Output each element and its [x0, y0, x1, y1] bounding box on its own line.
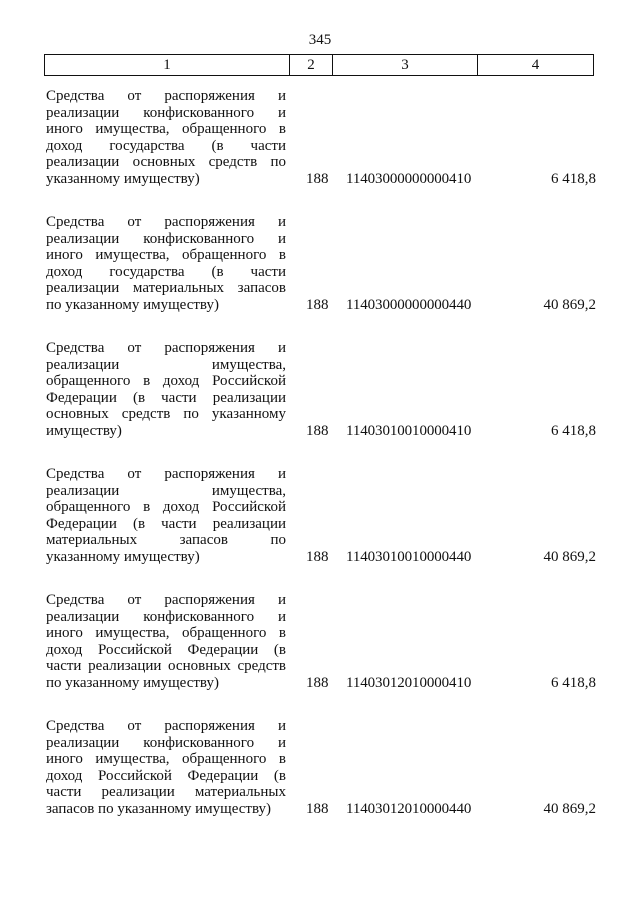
table-row: [44, 592, 596, 718]
description-line: указанному имуществу): [46, 548, 200, 565]
row-admin-code: 188: [306, 801, 329, 817]
row-amount: 6 418,8: [551, 171, 596, 187]
row-description: [46, 340, 286, 440]
row-amount: 40 869,2: [543, 549, 596, 565]
description-line: обращенного в доход Российской: [46, 499, 286, 516]
description-line: Средства от распоряжения и: [46, 718, 286, 734]
row-amount: 40 869,2: [543, 297, 596, 313]
row-classification-code: 11403000000000440: [346, 297, 472, 313]
description-line: реализации конфискованного и: [46, 608, 286, 625]
description-line: имуществу): [46, 422, 122, 439]
row-classification-code: 11403010010000410: [346, 423, 472, 439]
description-line: по указанному имуществу): [46, 296, 219, 313]
description-line: иного имущества, обращенного в: [46, 751, 286, 768]
row-amount: 6 418,8: [551, 423, 596, 439]
description-line: указанному имуществу): [46, 170, 200, 187]
table-row: [44, 718, 596, 844]
row-admin-code: 188: [306, 297, 329, 313]
row-classification-code: 11403010010000440: [346, 549, 472, 565]
description-line: реализации конфискованного и: [46, 104, 286, 121]
row-description: [46, 88, 286, 188]
column-header-row: [45, 55, 594, 76]
description-line: по указанному имуществу): [46, 674, 219, 691]
row-classification-code: 11403012010000410: [346, 675, 472, 691]
description-line: основных средств по указанному: [46, 406, 286, 423]
description-line: Средства от распоряжения и: [46, 592, 286, 608]
row-description: [46, 466, 286, 566]
row-classification-code: 11403012010000440: [346, 801, 472, 817]
description-line: Федерации (в части реализации: [46, 515, 286, 532]
description-line: реализации конфискованного и: [46, 230, 286, 247]
description-line: иного имущества, обращенного в: [46, 247, 286, 264]
row-description: [46, 718, 286, 818]
description-line: запасов по указанному имуществу): [46, 800, 272, 817]
description-line: материальных запасов по: [46, 532, 286, 549]
description-line: доход государства (в части: [46, 263, 286, 280]
description-line: части реализации основных средств: [46, 658, 286, 675]
row-classification-code: 11403000000000410: [346, 171, 472, 187]
revenue-rows: [44, 88, 596, 844]
column-header-table: [44, 54, 594, 76]
description-line: доход государства (в части: [46, 137, 286, 154]
column-header-1: 1: [45, 55, 290, 76]
description-line: реализации материальных запасов: [46, 280, 286, 297]
description-line: реализации конфискованного и: [46, 734, 286, 751]
description-line: Средства от распоряжения и: [46, 214, 286, 230]
column-header-3: 3: [333, 55, 478, 76]
row-admin-code: 188: [306, 549, 329, 565]
column-header-2: 2: [290, 55, 333, 76]
column-header-4: 4: [478, 55, 594, 76]
row-admin-code: 188: [306, 423, 329, 439]
description-line: Средства от распоряжения и: [46, 88, 286, 104]
row-admin-code: 188: [306, 171, 329, 187]
description-line: иного имущества, обращенного в: [46, 625, 286, 642]
description-line: реализации имущества,: [46, 356, 286, 373]
description-line: Средства от распоряжения и: [46, 466, 286, 482]
description-line: обращенного в доход Российской: [46, 373, 286, 390]
description-line: части реализации материальных: [46, 784, 286, 801]
description-line: иного имущества, обращенного в: [46, 121, 286, 138]
table-row: [44, 214, 596, 340]
row-description: [46, 592, 286, 692]
description-line: доход Российской Федерации (в: [46, 767, 286, 784]
row-description: [46, 214, 286, 314]
table-row: [44, 88, 596, 214]
table-row: [44, 340, 596, 466]
row-amount: 40 869,2: [543, 801, 596, 817]
description-line: доход Российской Федерации (в: [46, 641, 286, 658]
row-amount: 6 418,8: [551, 675, 596, 691]
description-line: реализации имущества,: [46, 482, 286, 499]
page-number: 345: [308, 32, 332, 48]
row-admin-code: 188: [306, 675, 329, 691]
description-line: Средства от распоряжения и: [46, 340, 286, 356]
description-line: реализации основных средств по: [46, 154, 286, 171]
table-row: [44, 466, 596, 592]
description-line: Федерации (в части реализации: [46, 389, 286, 406]
